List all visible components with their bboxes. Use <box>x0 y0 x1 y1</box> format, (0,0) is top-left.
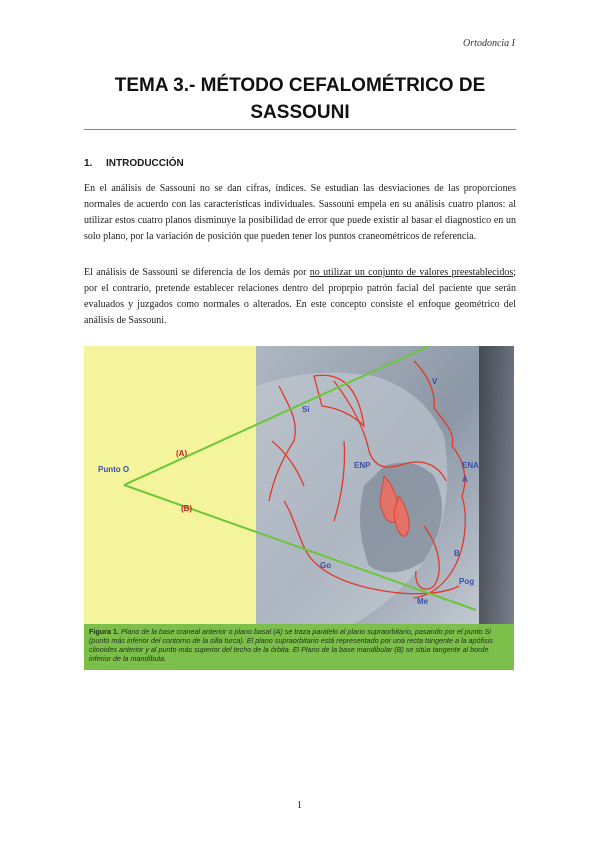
cephalometric-figure <box>84 346 514 670</box>
label-enp: ENP <box>354 461 371 470</box>
section-heading <box>84 158 184 169</box>
cephalometric-radiograph <box>84 346 514 624</box>
paragraph-2-emphasis: no utilizar un conjunto de valores preestablecidos <box>309 267 514 278</box>
label-a: A <box>462 475 468 484</box>
title-line-2: SASSOUNI <box>250 102 350 123</box>
figure-caption-text: Plano de la base craneal anterior o plano basal (A) se traza paralelo al plano supraorbitario, pasando por el punto Si (punto más inferior del contorno de la silla turca). El plano supraorbitario está representado por una recta tangente a la apófisis clinoides anterior y al punto más superior del techo de la órbita. El Plano de la base mandibular (B) se sitúa tangente al borde inferior de la mandíbula. <box>89 627 493 663</box>
label-b: B <box>454 549 460 558</box>
label-me: Me <box>417 597 429 606</box>
label-si: Si <box>302 405 310 414</box>
section-title: INTRODUCCIÓN <box>106 158 184 169</box>
label-plane-b: (B) <box>181 504 193 513</box>
radiograph-dark-edge <box>479 346 514 624</box>
page-number: 1 <box>297 800 302 811</box>
section-number: 1. <box>84 158 93 169</box>
label-v: V <box>432 377 438 386</box>
label-pog: Pog <box>459 577 475 586</box>
paragraph-1: En el análisis de Sassouni no se dan cifras, índices. Se estudian las desviaciones de las proporciones normales de acuerdo con las características individuales. Sassouni empela en su análisis cuatro planos: al utilizar estos cuatro planos disminuye la posibilidad de error que puede existir al basar el diagnostico en un solo plano, por la variación de posición que pueden tener los puntos craneométricos de referencia. <box>84 183 516 242</box>
label-ena: ENA <box>462 461 479 470</box>
label-go: Go <box>320 561 332 570</box>
page-title <box>84 72 516 126</box>
label-point-o: Punto O <box>98 465 130 474</box>
title-divider <box>84 129 516 130</box>
paragraph-2 <box>84 265 516 329</box>
paragraph-2-start: El análisis de Sassouni se diferencia de los demás por <box>84 267 310 278</box>
figure-caption-label: Figura 1. <box>89 627 119 636</box>
paragraph-2-end: ; por el contrario, pretende establecer relaciones dentro del proprpio patrón facial del paciente que serán evaluados y juzgados como normales o alterados. En este concepto consiste el enfoque geométrico del análisis de Sassouni. <box>84 267 516 326</box>
figure-caption <box>84 624 514 670</box>
header-course-name: Ortodoncia I <box>463 38 515 49</box>
title-line-1: TEMA 3.- MÉTODO CEFALOMÉTRICO DE <box>114 75 486 96</box>
label-plane-a: (A) <box>176 449 188 458</box>
